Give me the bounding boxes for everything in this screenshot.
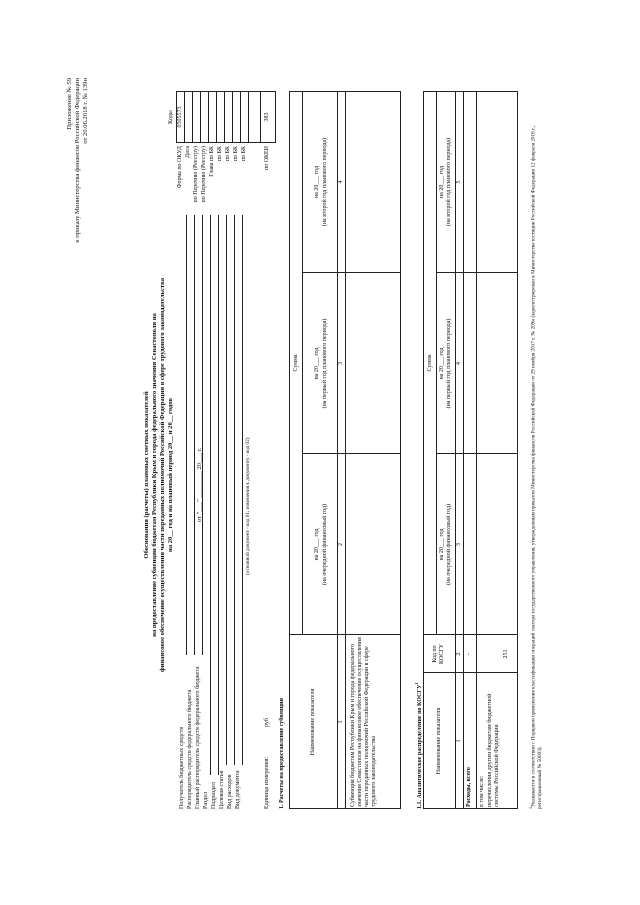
code-label-bk-2: по БК: [225, 146, 231, 162]
section11-colnum-4: 4: [456, 362, 462, 365]
section11-period-2-year: на 20___ год: [439, 347, 445, 380]
section1-period-3-year: на 20___ год: [314, 165, 320, 199]
field-recipient: Получатель бюджетных средств: [179, 726, 185, 809]
section11-row-total-name: Расходы, всего: [466, 767, 472, 807]
field-subsection: Подраздел: [211, 782, 217, 809]
section11-title-footnote-mark: 1: [414, 682, 419, 685]
section11-sum-header: Сумма: [426, 354, 433, 372]
section11-period-3-note: (на второй год планового периода): [446, 137, 452, 227]
section1-period-2-year: на 20___ год: [314, 347, 320, 380]
codes-table: [176, 91, 276, 143]
code-label-chapter-bk: Глава по БК: [209, 146, 215, 177]
section11-period-1-year: на 20___ год: [439, 528, 445, 561]
section11-period-1-note: (на очередной финансовый год): [446, 503, 452, 586]
section1-title: 1. Расчеты на предоставление субвенции: [279, 698, 285, 809]
unit-label: Единица измерения:: [264, 756, 270, 809]
section11-row-transfers-code: 251: [503, 649, 509, 659]
section11-colnum-5: 5: [456, 180, 462, 184]
section11-row-incl-name: в том числе:: [479, 775, 485, 807]
section1-colnum-1: 1: [338, 720, 344, 724]
footnote: [528, 89, 543, 809]
section1-sum-header: Сумма: [292, 354, 299, 372]
code-value-okud: 0505573: [177, 106, 183, 128]
section11-colnum-2: 2: [456, 652, 462, 656]
field-document-type: Вид документа: [235, 770, 241, 809]
date-line: от "___" ________ 20___ г.: [196, 447, 203, 523]
field-section: Раздел: [203, 792, 209, 809]
title-line-4: на 20__ год и на плановый период 20__ и 20__ годов: [167, 398, 174, 552]
footnote-text: Указывается в соответствии с Порядком применения классификации операций сектора государственного управления, утвержденным приказом Министерства финансов Российской Федерации от 29 ноября 2017 г. № 209н (зарегистрирован в Министерстве юстиции Российской Федерации 12 февраля 2018 г., регистрационный № 50003).: [530, 125, 543, 809]
section1-colnum-2: 2: [338, 543, 344, 546]
code-label-registry-1: по Перечню (Реестру): [193, 146, 199, 203]
field-distributor: Распорядитель средств федерального бюджета: [187, 689, 193, 809]
code-label-bk-3: по БК: [233, 146, 239, 162]
section11-period-3-year: на 20___ год: [439, 165, 445, 199]
code-value-okei: 383: [264, 112, 270, 122]
appendix-line-3: от 20.06.2018 г. № 139н: [82, 78, 89, 144]
section1-period-1-year: на 20___ год: [314, 528, 320, 561]
code-label-okei: по ОКЕИ: [264, 146, 270, 171]
section11-row-total-code: -: [466, 653, 472, 655]
section11-colnum-3: 3: [456, 543, 462, 546]
title-line-3: финансовое обеспечение осуществления части переданных полномочий Российской Федерации в сфере трудового законодательства: [159, 277, 166, 673]
section1-colnum-4: 4: [338, 180, 344, 184]
appendix-line-2: к приказу Министерства финансов Российской Федерации: [74, 78, 81, 243]
section11-colnum-1: 1: [456, 739, 462, 743]
appendix-line-1: Приложение № 59: [66, 78, 73, 130]
section11-col-name: Наименование показателя: [435, 707, 442, 775]
code-label-okud: Форма по ОКУД: [177, 146, 183, 189]
section11-row-transfers-name: перечисления другим бюджетам бюджетной системы Российской Федерации: [487, 693, 500, 807]
title-line-1: Обоснования (расчеты) плановых сметных показателей: [143, 391, 150, 559]
section1-period-3-note: (на второй год планового периода): [322, 137, 328, 227]
section1-col-name: Наименование показателя: [309, 688, 316, 756]
code-label-registry-2: по Перечню (Реестру): [201, 146, 207, 203]
field-main-distributor: Главный распорядитель средств федерального бюджета: [195, 666, 201, 809]
title-line-2: на предоставление субвенции бюджетам Республики Крым и города федерального значения Севастополя на: [151, 313, 158, 637]
document-type-note: (основной документ - код 01; изменения к документу - код 02): [245, 437, 251, 575]
code-label-bk-1: по БК: [217, 146, 223, 162]
code-label-bk-4: по БК: [241, 146, 247, 162]
unit-value: руб: [264, 718, 270, 727]
section1-colnum-3: 3: [338, 362, 344, 365]
section1-period-1-note: (на очередной финансовый год): [322, 503, 328, 586]
code-label-date: Дата: [185, 146, 191, 158]
footnote-mark: 1: [528, 807, 533, 809]
section1-row-subvention: Субвенция бюджетам Республики Крым и города федерального значения Севастополя на финансовое обеспечение осуществления части переданных полномочий Российской Федерации в сфере трудового законодательства: [350, 637, 377, 807]
section11-title-text: 1.1. Аналитическое распределение по КОСГУ: [417, 684, 423, 809]
field-expense-type: Вид расходов: [227, 774, 233, 809]
section11-col-code: Код по КОСГУ: [432, 644, 445, 664]
section11-period-2-note: (на первый год планового периода): [446, 318, 452, 409]
codes-header: Коды: [168, 110, 174, 124]
section1-period-2-note: (на первый год планового периода): [322, 318, 328, 409]
field-target-article: Целевая статья: [219, 770, 225, 809]
